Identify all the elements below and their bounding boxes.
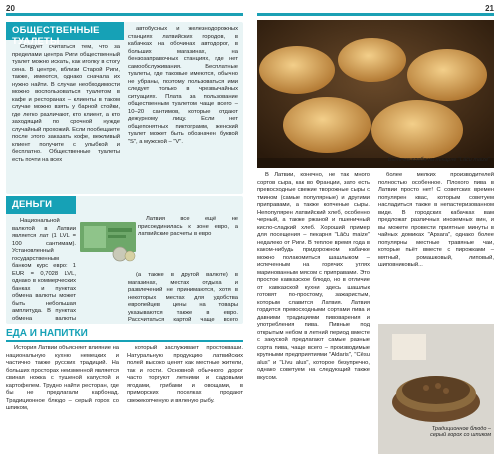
food-column-2 <box>127 345 243 463</box>
right-page <box>251 0 500 466</box>
top-rule-right <box>257 13 494 16</box>
toilets-column-2 <box>128 26 238 190</box>
top-rule <box>6 13 243 16</box>
money-text-3: Латвия все ещё не присоединилась к зоне евро, а латвийские расчеты в евро <box>138 216 238 237</box>
toilets-column-1 <box>12 44 120 190</box>
toilets-text-2: автобусных и железнодорожных станциях латвийских городов, в кабачках на обочинах автодорог, в больших магазинах, на бензозаправочных станциях, где нет самообслуживания. Бесплатные туалеты, где таковые имеются, обычно не убраны, поэтому пользоваться ими следует только в чрезвычайных ситуациях. Плата за пользование общественным туалетом чаще всего – 10–20 сантимов, которые отдают дежурному лицу. Если нет общепонятных пиктограмм, женский туалет может быть обозначен буквой "S", а мужской – "V". <box>128 26 238 145</box>
bread-bakery-photo <box>257 20 494 168</box>
money-column-3 <box>138 216 238 274</box>
toilets-section <box>6 22 243 194</box>
money-heading: ДЕНЬГИ <box>6 196 76 214</box>
right-column-2 <box>378 172 494 322</box>
left-page <box>0 0 249 466</box>
page-number-right: 21 <box>485 4 494 13</box>
peas-photo-caption: Традиционное блюдо – серый горох со шпиком <box>430 426 491 438</box>
right-column-1 <box>257 172 370 462</box>
page-number-left: 20 <box>6 4 15 13</box>
food-text-2: который заслуживает простокваши. Натуральную продукцию латвийских полей высоко ценят как местные жители, так и гости. Основной обычного дорог часто торгуют летними и садовыми ягодами, грибами и овощами, в приморских поселках продают свежекопченую и вяленую рыбу. <box>127 345 243 404</box>
money-text-1: Национальной валютой в Латвии является лат (1 LVL = 100 сантимам). Установленный государственным банком курс евро: 1 EUR = 0,7028 LVL, однако в коммерческих банках и пунктах обмена валюты может быть небольшая амплитуда. В пунктах обмена валюты <box>12 218 76 320</box>
money-section <box>6 196 243 324</box>
money-column-1 <box>12 218 76 320</box>
toilets-text-1: Следует считаться тем, что за пределами центра Риги общественный туалет можно искать, как иголку в стогу сена. В центре, вблизи Старой Риги, также, имеются, однако сначала их нужно найти. В случае необходимости можно воспользоваться туалетом в кафе и ресторанах – клиенты в таком случае можно взять у барной стойки, где легко различают, кто клиент, а кто заходящий по срочной нужде случайный прохожий. Если пообещаете после этого заказать кофе, вежливый клиент получите с улыбкой и бесплатно. Общественные туалеты есть почти на всех <box>12 44 120 163</box>
food-heading-rule <box>6 340 243 342</box>
food-column-1 <box>6 345 119 463</box>
bread-photo-caption: Выпечка хлеба на пекарне "Lāču maize" <box>387 157 490 163</box>
right-text-1: В Латвии, конечно, не так много сортов сыра, как во Франции, зато есть превосходные свежие творожные сыры с тмином (самые популярные) и другими приправами, а также копченые сыры. Непопулярен латвийский хлеб, особенно черный, а также ржаной и пшеничный кисло-сладкий хлеб. Хороший пример для посещения – пекарня "Lāču maize" недалеко от Риги. В теплое время года в каком-нибудь придорожном кабачке можно полакомиться шашлыком – испеченным на горячих углях маринованным мясом с приправами. Это простое кавказское блюдо, но в отличие от кавказской кухни здесь шашлык готовят по-простому, зажаристым, которым славится Латвия. Латвия гордится превосходными сортами пива и давними традициями пивоварения и употребления пива. Пивные под открытым небом в летний период вместе с закуской предлагают самые разные сорта пива, чаще всего – производимые крупными предприятиями "Aldaris", "Cēsu alus" и "Līvu alus", которое безупречно, однако советуем на следующий также вкусом. <box>257 172 370 381</box>
food-text-1: История Латвии объясняет влияние на национальную кухню немецких и частично также русских традиций. На больших просторах неизменной является свиная ножка с тушеной капустой и картофелем. Трудно найти ресторан, где бы не предлагали карбонад. Традиционное блюдо – серый горох со шпиком, <box>6 345 119 411</box>
toilets-heading: ОБЩЕСТВЕННЫЕ ТУАЛЕТЫ <box>6 22 124 40</box>
lat-banknote-image <box>78 218 138 262</box>
food-heading: ЕДА И НАПИТКИ <box>6 328 88 339</box>
money-text-2: (а также в другой валюте) в магазинах, местах отдыха и развлечений не принимаются, хотя в некоторых местах для удобства европейцев цены на товары указываются также в евро. Рассчитаться картой чаще всего <box>128 272 238 322</box>
right-text-2: более мелких производителей полностью особенное. Плохого пива в Латвии просто нет! С советских времен популярен квас, которым советуем насладиться также в непастеризованном виде. В городских кабачках вам предложат различных иноземных вин, и вы можете провести приятные минуты в чайных домиках "Apsara", однако более популярны местные травяные чаи, которые пьёт вместе с пирожками – мятный, ромашковый, липовый, шиповниковый... <box>378 172 494 268</box>
money-column-2 <box>128 272 238 322</box>
